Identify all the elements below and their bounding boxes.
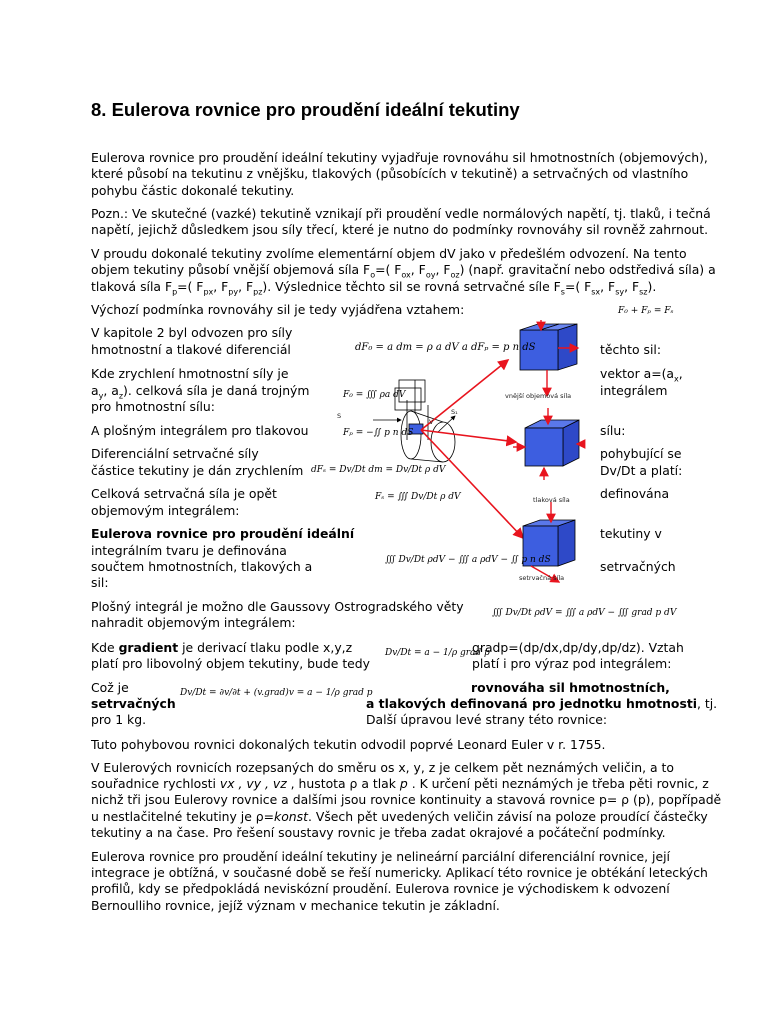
force-arrows [421,360,523,538]
figure-drawing [333,320,596,592]
gradient-line-2: platí pro libovolný objem tekutiny, bude tedy [91,656,370,671]
unknowns-paragraph: V Eulerových rovnicích rozepsaných do směru os x, y, z je celkem pět neznámých veličin, a to souřadnice rychlosti vx , vy , vz , hustota ρ a tlak p . K určení pěti neznámých je třeba pěti rovnic, z nichž tři jsou Eulerovy rovnice a dalšími jsou rovnice kontinuity a stavová rovnice p= ρ (p), popřípadě u nestlačitelné tekutiny je ρ=konst. Všech pět uvedených veličin závisí na poloze proudící částečky tekutiny a na čase. Pro řešení soustavy rovnic je třeba zadat okrajové a počáteční podmínky. [91,760,722,840]
euler-line-2: setrvačných [91,696,176,711]
arrow-to-box-2 [421,430,516,442]
cube-inertial-force [523,502,575,582]
forces-paragraph: V proudu dokonalé tekutiny zvolíme elementární objem dV jako v předešlém odvození. Na tento objem tekutiny působí vnější objemová síla $F_o=$( $F_{ox}$, $F_{oy}$, $F_{oz}$) (např. gravitační nebo odstředivá síla) a tlaková síla $F_p=$( $F_{px}$, $F_{py}$, $F_{pz}$). Výslednice těchto sil se rovná setrvačné síle $F_s=$( $F_{sx}$, $F_{sy}$, $F_{sz}$). [91,246,716,297]
eq-dFs: dFₛ = Dv/Dt dm = Dv/Dt ρ dV [311,465,446,475]
label-S: S [337,412,342,420]
euler-figure [311,320,596,592]
euler-right-3: Další úpravou levé strany této rovnice: [366,712,608,727]
equation-balance: F₀ + Fₚ = Fₛ [618,306,674,316]
eq-euler-substantial: Dv/Dt = ∂v/∂t + (v.grad)v = a − 1/ρ grad p [180,688,373,698]
eq-Fs: Fₛ = ∭ Dv/Dt ρ dV [375,492,461,502]
label-S1: S₁ [451,408,458,416]
eq-Fo: F₀ = ∭ ρa dV [343,390,406,400]
cube-pressure-force [513,408,585,480]
euler-right-1: rovnováha sil hmotnostních, [471,680,670,695]
label-volume-force: vnější objemová síla [505,392,572,400]
arrow-to-box-1 [421,360,508,430]
euler-right-2: a tlakových definovaná pro jednotku hmotnosti, tj. [366,696,718,711]
eq-dF: dF₀ = a dm = ρ a dV a dFₚ = p n dS [355,342,536,353]
eq-gauss: ∭ Dv/Dt ρdV = ∭ a ρdV − ∭ grad p dV [492,608,677,618]
condition-line: Výchozí podmínka rovnováhy sil je tedy vyjádřena vztahem: [91,302,465,317]
gradient-line-1-right: gradp=(dp/dx,dp/dy,dp/dz). Vztah [472,640,684,655]
cube-volume-force [520,320,578,396]
eq-gradient: Dv/Dt = a − 1/ρ grad p [385,648,490,658]
euler-line-3: pro 1 kg. [91,712,147,727]
page-title: 8. Eulerova rovnice pro proudění ideální tekutiny [91,99,520,120]
arrow-to-box-3 [421,430,523,538]
gradient-line-2-right: platí i pro výraz pod integrálem: [472,656,672,671]
gauss-line-1: Plošný integrál je možno dle Gaussovy Ostrogradského věty [91,599,464,614]
euler-history: Tuto pohybovou rovnici dokonalých tekutin odvodil poprvé Leonard Euler v r. 1755. [91,737,606,752]
label-inertial-force: setrvačná síla [519,574,565,582]
gauss-line-2: nahradit objemovým integrálem: [91,615,296,630]
label-V: V [429,418,434,426]
intro-paragraph: Eulerova rovnice pro proudění ideální tekutiny vyjadřuje rovnováhu sil hmotnostních (objemových), které působí na tekutinu z vnějšku, tlakových (působících v tekutině) a setrvačných od vlastního pohybu částic dokonalé tekutiny. [91,150,708,198]
euler-line-1: Což je [91,680,129,695]
label-pressure-force: tlaková síla [533,496,570,504]
gradient-line-1: Kde gradient je derivací tlaku podle x,y,z [91,640,353,655]
closing-paragraph: Eulerova rovnice pro proudění ideální tekutiny je nelineární parciální diferenciální rovnice, její integrace je obtížná, v současné době se řeší numericky. Aplikací této rovnice je obtékání leteckých profilů, kdy se předpokládá neviskózní proudění. Eulerova rovnice je východiskem k odvození Bernoulliho rovnice, jejíž význam v mechanice tekutin je základní. [91,849,708,913]
note-paragraph: Pozn.: Ve skutečné (vazké) tekutině vznikají při proudění vedle normálových napětí, tj. tlaků, i tečná napětí, jejichž důsledkem jsou síly třecí, které je nutno do podmínky rovnováhy sil rovněž zahrnout. [91,206,711,238]
eq-Fp: Fₚ = −∬ p n dS [343,428,414,438]
eq-euler-integral: ∭ Dv/Dt ρdV − ∭ a ρdV − ∬ p n dS [385,555,551,565]
